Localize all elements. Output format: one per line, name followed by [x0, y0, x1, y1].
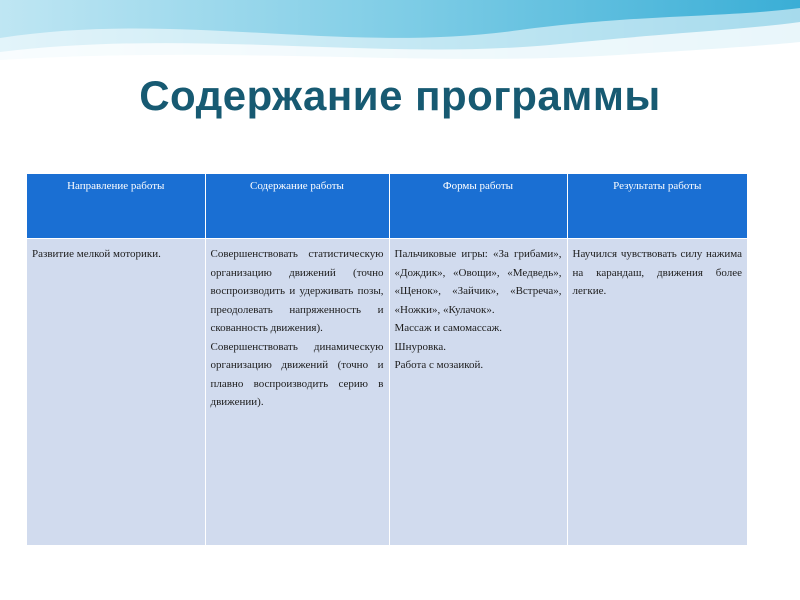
header-results: Результаты работы — [567, 174, 747, 239]
program-table — [27, 174, 747, 545]
forms-paragraph: Шнуровка. — [394, 340, 446, 353]
forms-paragraph: Массаж и самомассаж. — [394, 322, 502, 334]
table-header-row — [27, 174, 747, 239]
header-direction: Направление работы — [27, 174, 205, 239]
decorative-wave-band — [0, 0, 800, 70]
cell-direction: Развитие мелкой моторики. — [27, 239, 205, 546]
forms-paragraph: Пальчиковые игры: «За грибами», «Дождик», «Овощи», «Медведь», «Щенок», «Зайчик», «Встреча», «Ножки», «Кулачок». — [394, 248, 562, 316]
content-paragraph: Совершенствовать динамическую организацию движений (точно и плавно воспроизводить серию в движении). — [210, 340, 384, 408]
forms-paragraph: Работа с мозаикой. — [394, 359, 484, 371]
header-content: Содержание работы — [205, 174, 389, 239]
cell-forms — [389, 239, 567, 546]
header-forms: Формы работы — [389, 174, 567, 239]
slide-title: Содержание программы — [139, 72, 661, 119]
content-paragraph: Совершенствовать статистическую организацию движений (точно воспроизводить и удерживать позы, преодолевать напряженность и скованность движения). — [210, 248, 384, 334]
table-row — [27, 239, 747, 546]
cell-results: Научился чувствовать силу нажима на карандаш, движения более легкие. — [567, 239, 747, 546]
cell-content — [205, 239, 389, 546]
